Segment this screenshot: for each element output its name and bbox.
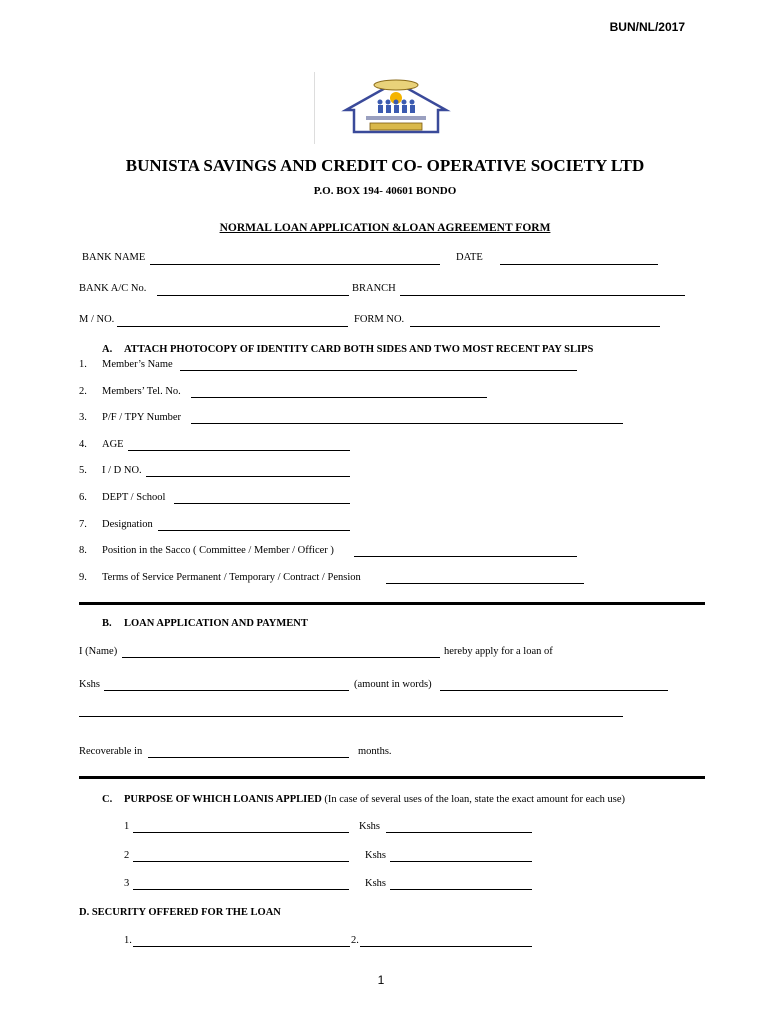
section-c-letter: C. <box>102 794 113 805</box>
recoverable-label: Recoverable in <box>79 746 143 757</box>
society-address: P.O. BOX 194- 40601 BONDO <box>313 185 457 197</box>
item-number: 7. <box>79 519 87 530</box>
purpose-number: 1 <box>124 821 130 832</box>
section-a-letter: A. <box>102 344 113 355</box>
id-no-label: I / D NO. <box>102 465 142 476</box>
form-no-label: FORM NO. <box>354 314 405 325</box>
applicant-name-field[interactable] <box>122 657 440 658</box>
age-field[interactable] <box>128 450 350 451</box>
section-b-letter: B. <box>102 618 112 629</box>
member-tel-label: Members’ Tel. No. <box>102 386 181 397</box>
purpose-kshs-label: Kshs <box>365 850 387 861</box>
purpose-kshs-label: Kshs <box>365 878 387 889</box>
recoverable-months-field[interactable] <box>148 757 349 758</box>
section-c-note: (In case of several uses of the loan, state the exact amount for each use) <box>324 794 625 805</box>
section-divider <box>79 776 705 779</box>
section-b-heading: LOAN APPLICATION AND PAYMENT <box>124 618 308 629</box>
purpose-amount-field[interactable] <box>390 861 532 862</box>
item-number: 9. <box>79 572 87 583</box>
member-name-field[interactable] <box>180 370 577 371</box>
item-number: 4. <box>79 439 87 450</box>
section-c-heading: PURPOSE OF WHICH LOANIS APPLIED <box>124 794 322 805</box>
security-item-1-field[interactable] <box>133 946 350 947</box>
section-a-heading: ATTACH PHOTOCOPY OF IDENTITY CARD BOTH SIDES AND TWO MOST RECENT PAY SLIPS <box>124 344 594 355</box>
branch-field[interactable] <box>400 295 685 296</box>
amount-in-words-field[interactable] <box>440 690 668 691</box>
bank-ac-label: BANK A/C No. <box>79 283 147 294</box>
purpose-field[interactable] <box>133 861 349 862</box>
dept-school-field[interactable] <box>174 503 350 504</box>
bank-name-field[interactable] <box>150 264 440 265</box>
member-name-label: Member’s Name <box>102 359 173 370</box>
terms-of-service-field[interactable] <box>386 583 584 584</box>
item-number: 2. <box>79 386 87 397</box>
security-item-1-number: 1. <box>124 935 132 946</box>
bunista-sacco-logo <box>340 76 452 138</box>
item-number: 1. <box>79 359 87 370</box>
purpose-amount-field[interactable] <box>386 832 532 833</box>
sacco-position-field[interactable] <box>354 556 577 557</box>
item-number: 6. <box>79 492 87 503</box>
terms-of-service-label: Terms of Service Permanent / Temporary / Contract / Pension <box>102 572 361 583</box>
purpose-field[interactable] <box>133 832 349 833</box>
form-no-field[interactable] <box>410 326 660 327</box>
applicant-name-label: I (Name) <box>79 646 118 657</box>
security-item-2-number: 2. <box>351 935 359 946</box>
sacco-position-label: Position in the Sacco ( Committee / Member / Officer ) <box>102 545 334 556</box>
kshs-label: Kshs <box>79 679 101 690</box>
date-field[interactable] <box>500 264 658 265</box>
mno-label: M / NO. <box>79 314 115 325</box>
age-label: AGE <box>102 439 124 450</box>
pf-tpy-field[interactable] <box>191 423 623 424</box>
designation-label: Designation <box>102 519 153 530</box>
page-number: 1 <box>377 973 385 987</box>
purpose-number: 3 <box>124 878 130 889</box>
section-d-heading: D. SECURITY OFFERED FOR THE LOAN <box>79 907 281 918</box>
logo-divider <box>314 72 315 144</box>
loan-amount-field[interactable] <box>104 690 349 691</box>
security-item-2-field[interactable] <box>360 946 532 947</box>
form-title: NORMAL LOAN APPLICATION &LOAN AGREEMENT FORM <box>219 222 551 234</box>
bank-ac-field[interactable] <box>157 295 349 296</box>
purpose-field[interactable] <box>133 889 349 890</box>
amount-in-words-continued-field[interactable] <box>79 716 623 717</box>
amount-in-words-label: (amount in words) <box>354 679 432 690</box>
dept-school-label: DEPT / School <box>102 492 166 503</box>
designation-field[interactable] <box>158 530 350 531</box>
item-number: 5. <box>79 465 87 476</box>
section-divider <box>79 602 705 605</box>
document-reference: BUN/NL/2017 <box>609 20 685 34</box>
date-label: DATE <box>456 252 483 263</box>
purpose-amount-field[interactable] <box>390 889 532 890</box>
purpose-number: 2 <box>124 850 130 861</box>
pf-tpy-label: P/F / TPY Number <box>102 412 182 423</box>
branch-label: BRANCH <box>352 283 396 294</box>
member-tel-field[interactable] <box>191 397 487 398</box>
item-number: 3. <box>79 412 87 423</box>
bank-name-label: BANK NAME <box>82 252 146 263</box>
id-no-field[interactable] <box>146 476 350 477</box>
months-label: months. <box>358 746 392 757</box>
item-number: 8. <box>79 545 87 556</box>
society-title: BUNISTA SAVINGS AND CREDIT CO- OPERATIVE SOCIETY LTD <box>125 156 645 175</box>
mno-field[interactable] <box>117 326 348 327</box>
purpose-kshs-label: Kshs <box>359 821 381 832</box>
section-c-heading-line <box>124 794 625 805</box>
apply-loan-text: hereby apply for a loan of <box>444 646 553 657</box>
